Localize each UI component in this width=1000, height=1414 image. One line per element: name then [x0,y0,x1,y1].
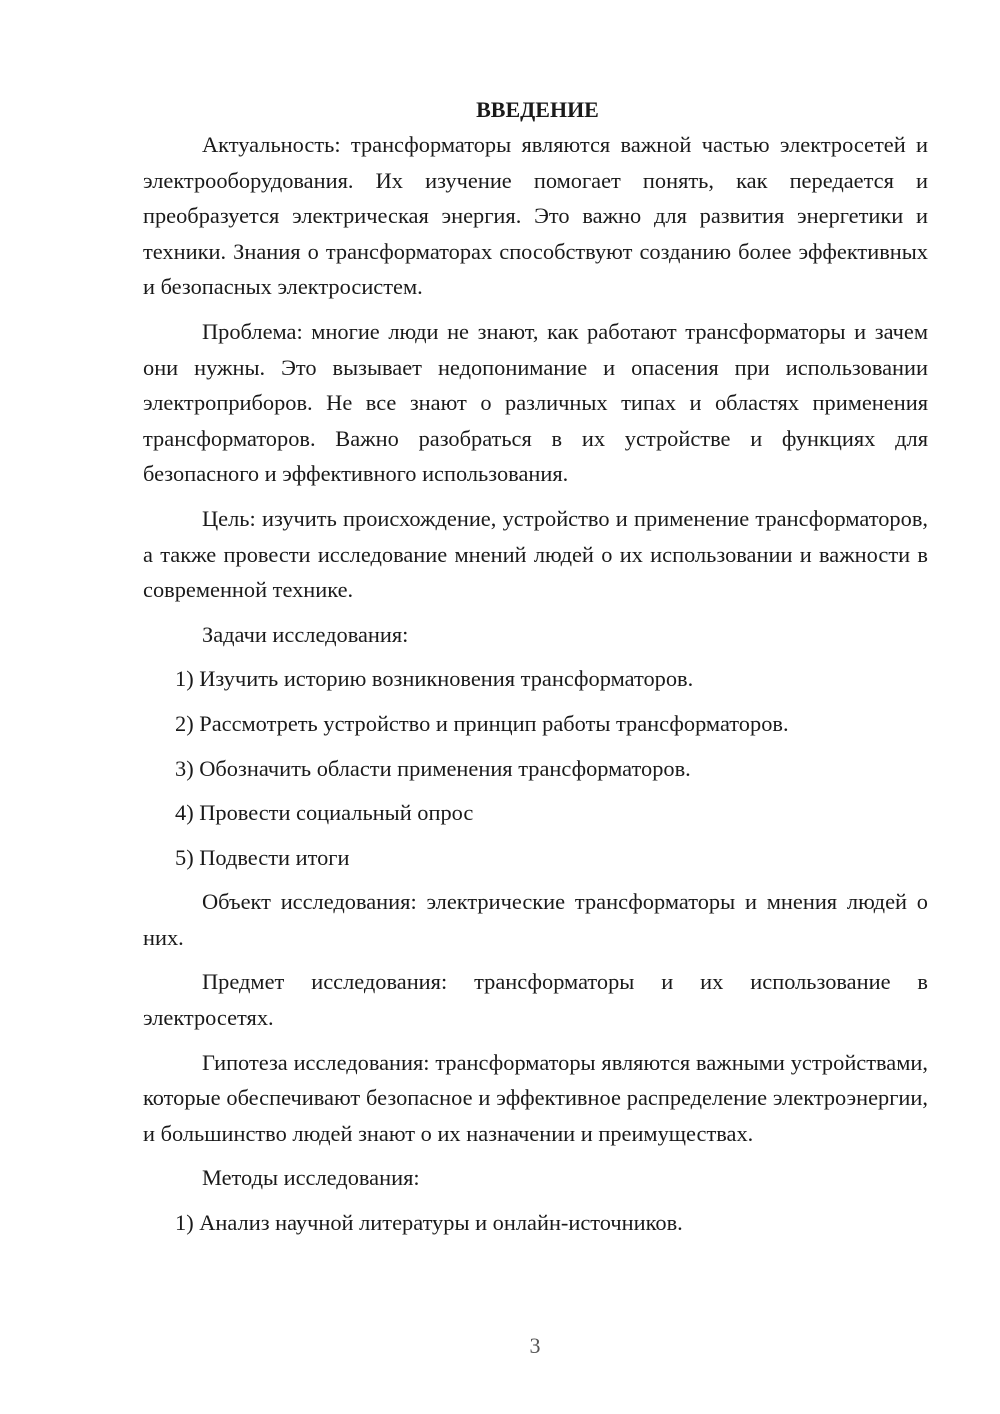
paragraph-hypothesis: Гипотеза исследования: трансформаторы являются важными устройствами, которые обеспечивают безопасное и эффективное распределение электроэнергии, и большинство людей знают о их назначении и преимуществах. [143,1049,928,1146]
task-item-5: 5) Подвести итоги [175,844,350,870]
paragraph-object: Объект исследования: электрические трансформаторы и мнения людей о них. [143,889,928,950]
task-item-4: 4) Провести социальный опрос [175,800,474,826]
document-page [143,92,928,1241]
tasks-label: Задачи исследования: [202,621,409,647]
method-item-1: 1) Анализ научной литературы и онлайн-источников. [175,1210,683,1236]
paragraph-relevance: Актуальность: трансформаторы являются важной частью электросетей и электрооборудования. Их изучение помогает понять, как передается и преобразуется электрическая энергия. Это важно для развития энергетики и техники. Знания о трансформаторах способствуют созданию более эффективных и безопасных электросистем. [143,132,928,300]
task-item-3: 3) Обозначить области применения трансформаторов. [175,755,691,781]
paragraph-goal: Цель: изучить происхождение, устройство и применение трансформаторов, а также провести исследование мнений людей о их использовании и важности в современной технике. [143,505,928,603]
section-heading: ВВЕДЕНИЕ [476,97,599,122]
page-number: 3 [529,1333,541,1358]
paragraph-subject: Предмет исследования: трансформаторы и их использование в электросетях. [143,969,928,1031]
task-item-2: 2) Рассмотреть устройство и принцип работы трансформаторов. [175,710,789,736]
task-item-1: 1) Изучить историю возникновения трансформаторов. [175,666,694,692]
methods-label: Методы исследования: [202,1165,420,1191]
paragraph-problem: Проблема: многие люди не знают, как работают трансформаторы и зачем они нужны. Это вызывает недопонимание и опасения при использовании электроприборов. Не все знают о различных типах и областях применения трансформаторов. Важно разобраться в их устройстве и функциях для безопасного и эффективного использования. [143,318,928,487]
